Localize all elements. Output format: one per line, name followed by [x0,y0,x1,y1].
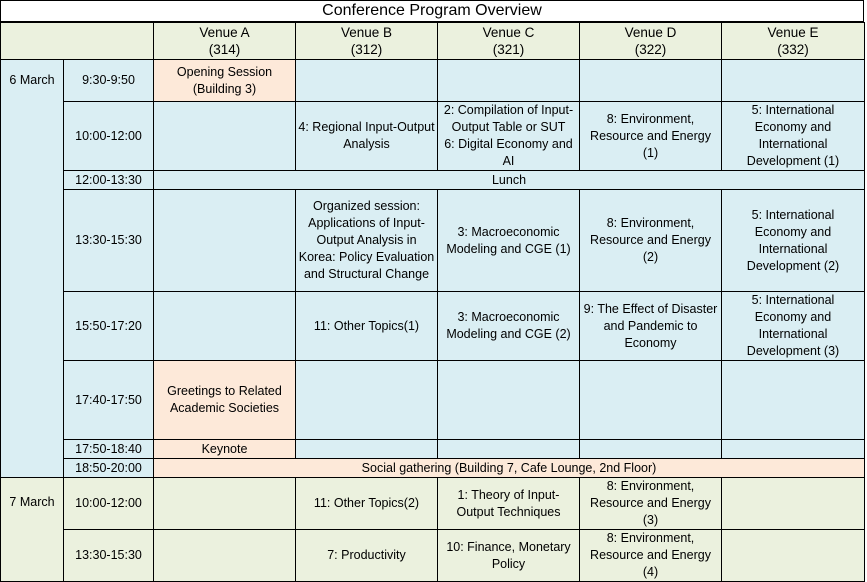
session-cell-empty [580,60,722,102]
table-row [1,530,865,582]
session-cell-empty [154,530,296,582]
time-cell: 10:00-12:00 [64,102,154,171]
session-cell: 2: Compilation of Input-Output Table or SUT 6: Digital Economy and AI [438,102,580,171]
venue-header-d: Venue D (322) [580,23,722,60]
session-cell-empty [438,440,580,459]
session-cell: 8: Environment, Resource and Energy (3) [580,478,722,530]
session-cell-empty [722,361,865,440]
session-cell: Keynote [154,440,296,459]
session-cell-empty [722,530,865,582]
schedule-table [0,22,865,582]
table-row [1,440,865,459]
time-cell: 10:00-12:00 [64,478,154,530]
day-label: 6 March [1,60,64,478]
session-cell: 5: International Economy and International Development (2) [722,190,865,292]
session-cell-empty [296,440,438,459]
header-corner [1,23,154,60]
session-cell-empty [722,60,865,102]
session-cell: 7: Productivity [296,530,438,582]
session-cell: 11: Other Topics(1) [296,292,438,361]
table-row [1,60,865,102]
table-row [1,459,865,478]
time-cell: 15:50-17:20 [64,292,154,361]
table-row [1,361,865,440]
header-row [1,23,865,60]
session-cell-empty [722,478,865,530]
session-cell-empty [438,361,580,440]
venue-header-e: Venue E (332) [722,23,865,60]
day-label: 7 March [1,478,64,582]
session-cell: 3: Macroeconomic Modeling and CGE (1) [438,190,580,292]
page-title: Conference Program Overview [1,1,863,22]
session-cell-empty [154,102,296,171]
session-cell: 1: Theory of Input-Output Techniques [438,478,580,530]
social-gathering-cell: Social gathering (Building 7, Cafe Lounge, 2nd Floor) [154,459,865,478]
session-cell: 8: Environment, Resource and Energy (2) [580,190,722,292]
session-cell-empty [580,361,722,440]
session-cell: 8: Environment, Resource and Energy (4) [580,530,722,582]
session-cell: 5: International Economy and International Development (1) [722,102,865,171]
session-cell: 9: The Effect of Disaster and Pandemic to Economy [580,292,722,361]
table-row [1,190,865,292]
time-cell: 9:30-9:50 [64,60,154,102]
session-cell-empty [296,361,438,440]
time-cell: 13:30-15:30 [64,190,154,292]
session-cell: 11: Other Topics(2) [296,478,438,530]
table-row [1,102,865,171]
time-cell: 18:50-20:00 [64,459,154,478]
time-cell: 12:00-13:30 [64,171,154,190]
venue-header-a: Venue A (314) [154,23,296,60]
session-cell-empty [154,478,296,530]
session-cell: 8: Environment, Resource and Energy (1) [580,102,722,171]
session-cell-empty [154,190,296,292]
venue-header-c: Venue C (321) [438,23,580,60]
session-cell-empty [296,60,438,102]
table-row [1,478,865,530]
session-cell-empty [722,440,865,459]
time-cell: 13:30-15:30 [64,530,154,582]
session-cell: Greetings to Related Academic Societies [154,361,296,440]
table-row [1,292,865,361]
session-cell: 4: Regional Input-Output Analysis [296,102,438,171]
table-row [1,171,865,190]
session-cell: Organized session: Applications of Input-Output Analysis in Korea: Policy Evaluation and Structural Change [296,190,438,292]
session-cell: 3: Macroeconomic Modeling and CGE (2) [438,292,580,361]
time-cell: 17:40-17:50 [64,361,154,440]
session-cell: Opening Session (Building 3) [154,60,296,102]
session-cell: 5: International Economy and International Development (3) [722,292,865,361]
session-cell-empty [580,440,722,459]
venue-header-b: Venue B (312) [296,23,438,60]
session-cell-empty [438,60,580,102]
time-cell: 17:50-18:40 [64,440,154,459]
session-cell: 10: Finance, Monetary Policy [438,530,580,582]
lunch-cell: Lunch [154,171,865,190]
session-cell-empty [154,292,296,361]
